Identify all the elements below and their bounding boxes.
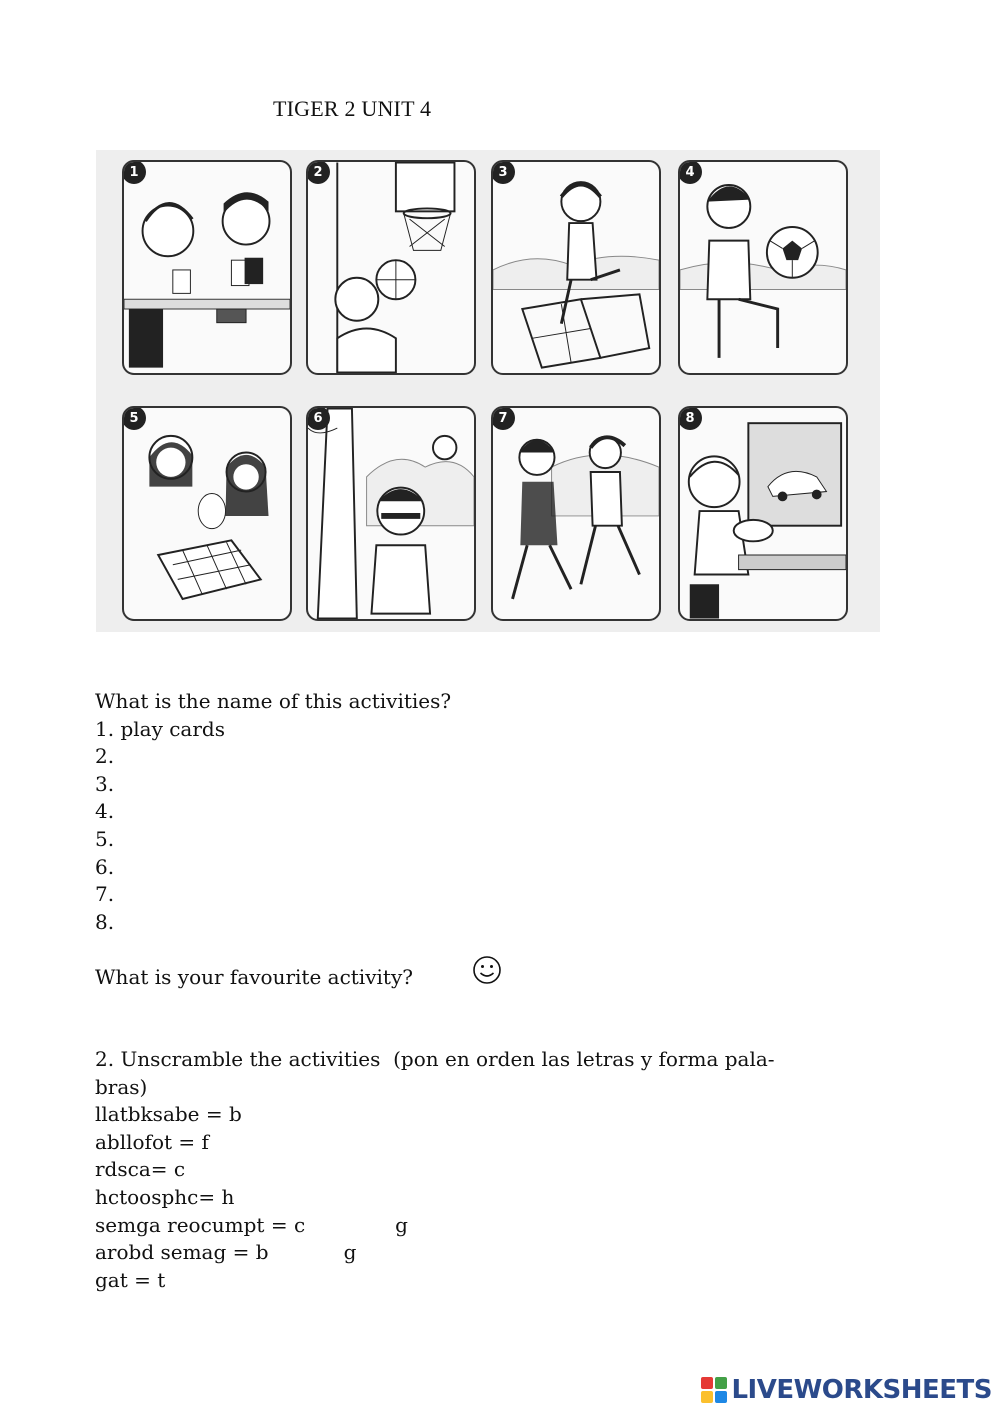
football-illustration (680, 162, 846, 373)
panel-number: 7 (491, 406, 515, 430)
question-1-section (95, 688, 451, 936)
scramble-item-4[interactable] (95, 1184, 775, 1212)
board-game-illustration (124, 408, 290, 619)
question-2-section (95, 1046, 775, 1294)
scramble-text: abllofot = f (95, 1129, 209, 1154)
scramble-text: rdsca= c (95, 1157, 186, 1182)
question-2-prompt: 2. Unscramble the activities (pon en orden las letras y forma pala- (95, 1047, 775, 1071)
answer-line-6[interactable]: 6. (95, 854, 115, 879)
play-cards-illustration (124, 162, 290, 373)
scramble-text: semga reocumpt = c (95, 1212, 306, 1237)
computer-game-illustration (680, 408, 846, 619)
panel-number: 4 (678, 160, 702, 184)
answer-line-8[interactable]: 8. (95, 909, 115, 934)
favourite-section (95, 964, 413, 992)
scramble-text: llatbksabe = b (95, 1102, 242, 1127)
answer-line-4[interactable]: 4. (95, 799, 115, 824)
liveworksheets-logo[interactable] (701, 1373, 992, 1407)
basketball-illustration (308, 162, 474, 373)
scramble-item-7[interactable] (95, 1267, 775, 1295)
scramble-item-1[interactable] (95, 1101, 775, 1129)
panel-number: 5 (122, 406, 146, 430)
scramble-item-6[interactable] (95, 1239, 775, 1267)
answer-line-3[interactable]: 3. (95, 771, 115, 796)
scramble-item-2[interactable] (95, 1129, 775, 1157)
scramble-hint-letter: g (395, 1212, 408, 1237)
tag-illustration (493, 408, 659, 619)
scramble-hint-letter: g (343, 1240, 357, 1265)
favourite-prompt: What is your favourite activity? (95, 965, 413, 989)
panel-number: 3 (491, 160, 515, 184)
panel-8 (678, 406, 848, 621)
panel-number: 1 (122, 160, 146, 184)
activity-picture-grid (96, 150, 880, 632)
panel-1 (122, 160, 292, 375)
question-1-prompt: What is the name of this activities? (95, 689, 452, 713)
answer-line-2[interactable]: 2. (95, 744, 115, 769)
panel-3 (491, 160, 661, 375)
panel-number: 6 (306, 406, 330, 430)
panel-4 (678, 160, 848, 375)
scramble-text: arobd semag = b (95, 1240, 269, 1265)
panel-number: 2 (306, 160, 330, 184)
question-2-prompt-continued: bras) (95, 1074, 148, 1099)
answer-line-7[interactable]: 7. (95, 882, 115, 907)
answer-line-1[interactable]: 1. play cards (95, 716, 225, 741)
smiley-icon (472, 955, 502, 985)
panel-2 (306, 160, 476, 375)
panel-7 (491, 406, 661, 621)
panel-5 (122, 406, 292, 621)
panel-6 (306, 406, 476, 621)
logo-mark-icon (701, 1377, 727, 1403)
hopscotch-illustration (493, 162, 659, 373)
scramble-item-5[interactable] (95, 1212, 775, 1240)
worksheet-title: TIGER 2 UNIT 4 (273, 96, 432, 121)
answer-line-5[interactable]: 5. (95, 826, 115, 851)
scramble-text: hctoosphc= h (95, 1184, 235, 1209)
hide-and-seek-illustration (308, 408, 474, 619)
scramble-item-3[interactable] (95, 1156, 775, 1184)
panel-number: 8 (678, 406, 702, 430)
brand-name: LIVEWORKSHEETS (731, 1375, 992, 1405)
scramble-text: gat = t (95, 1267, 166, 1292)
